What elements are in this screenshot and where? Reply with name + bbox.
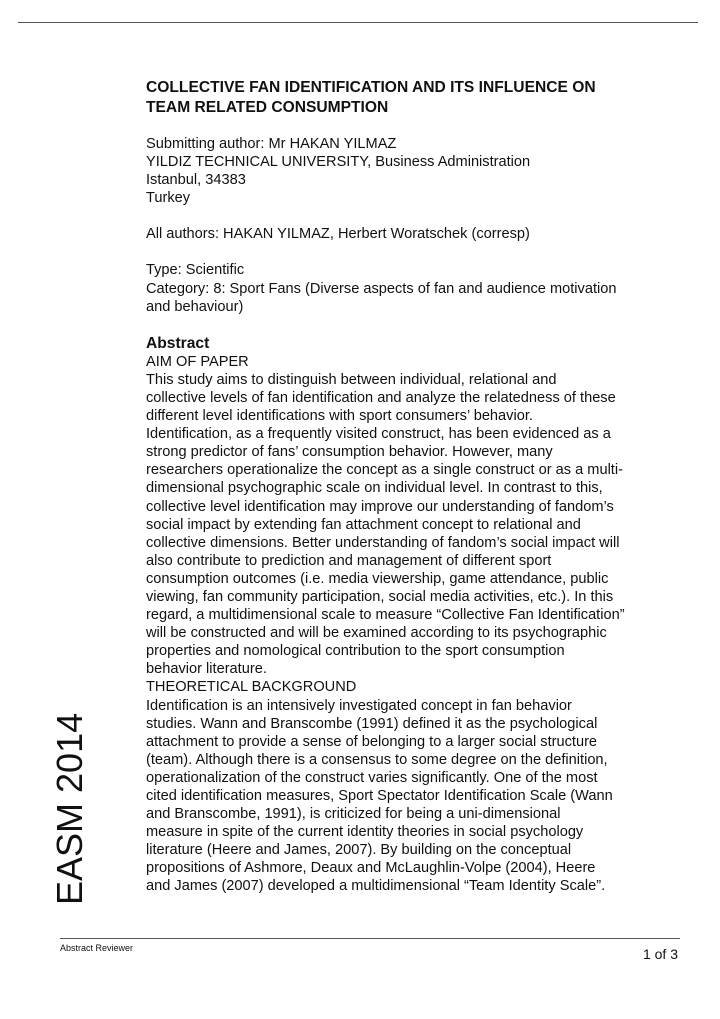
abstract-line: (team). Although there is a consensus to some degree on the definition, bbox=[146, 751, 608, 768]
abstract-line: regard, a multidimensional scale to measure “Collective Fan Identification” bbox=[146, 607, 625, 624]
abstract-line: cited identification measures, Sport Spectator Identification Scale (Wann bbox=[146, 788, 613, 804]
abstract-line: and Branscombe, 1991), is criticized for being a uni-dimensional bbox=[146, 806, 561, 823]
abstract-line: studies. Wann and Branscombe (1991) defined it as the psychological bbox=[146, 715, 598, 732]
page-number: 1 of 3 bbox=[642, 946, 678, 962]
abstract-line: attachment to provide a sense of belonging to a larger social structure bbox=[146, 733, 598, 750]
abstract-line: viewing, fan community participation, social media activities, etc.). In this bbox=[146, 588, 614, 605]
abstract-line: Identification is an intensively investigated concept in fan behavior bbox=[146, 697, 572, 714]
abstract-line: different level identifications with sport consumers’ behavior. bbox=[146, 408, 533, 425]
top-rule bbox=[18, 22, 698, 23]
bottom-rule bbox=[60, 938, 680, 939]
city: Istanbul, 34383 bbox=[146, 172, 246, 189]
abstract-line: operationalization of the construct varies significantly. One of the most bbox=[146, 769, 598, 786]
abstract-line: researchers operationalize the concept as a single construct or as a multi- bbox=[146, 462, 623, 479]
category-line: Category: 8: Sport Fans (Diverse aspects of fan and audience motivation bbox=[146, 280, 617, 297]
abstract-line: collective levels of fan identification and analyze the relatedness of these bbox=[146, 389, 616, 406]
abstract-line: literature (Heere and James, 2007). By building on the conceptual bbox=[146, 842, 572, 859]
abstract-line: collective dimensions. Better understanding of fandom’s social impact will bbox=[146, 534, 620, 551]
abstract-line: dimensional psychographic scale on individual level. In contrast to this, bbox=[146, 480, 603, 497]
abstract-line: AIM OF PAPER bbox=[146, 353, 249, 370]
abstract-line: strong predictor of fans’ consumption behavior. However, many bbox=[146, 444, 553, 461]
abstract-section bbox=[146, 334, 671, 896]
all-authors-block bbox=[146, 225, 671, 243]
paper-title bbox=[146, 78, 671, 117]
abstract-line: consumption outcomes (i.e. media viewership, game attendance, public bbox=[146, 570, 609, 587]
all-authors: All authors: HAKAN YILMAZ, Herbert Woratschek (corresp) bbox=[146, 226, 530, 243]
abstract-line: properties and nomological contribution to the sport consumption bbox=[146, 643, 565, 660]
title-line: TEAM RELATED CONSUMPTION bbox=[146, 98, 389, 116]
author-block bbox=[146, 135, 671, 207]
type-block bbox=[146, 261, 671, 315]
conference-side-label: EASM 2014 bbox=[49, 712, 90, 905]
type-line: Type: Scientific bbox=[146, 262, 245, 279]
abstract-line: also contribute to prediction and management of different sport bbox=[146, 552, 552, 569]
abstract-heading: Abstract bbox=[146, 334, 210, 352]
submitting-author: Submitting author: Mr HAKAN YILMAZ bbox=[146, 136, 397, 152]
abstract-line: Identification, as a frequently visited construct, has been evidenced as a bbox=[146, 426, 611, 443]
footer-label: Abstract Reviewer bbox=[60, 943, 134, 953]
abstract-line: propositions of Ashmore, Deaux and McLaughlin-Volpe (2004), Heere bbox=[146, 860, 596, 877]
abstract-line: THEORETICAL BACKGROUND bbox=[146, 679, 357, 696]
title-line: COLLECTIVE FAN IDENTIFICATION AND ITS INFLUENCE ON bbox=[146, 79, 596, 96]
country: Turkey bbox=[146, 190, 191, 207]
abstract-line: This study aims to distinguish between individual, relational and bbox=[146, 371, 557, 388]
abstract-line: will be constructed and will be examined according to its psychographic bbox=[146, 625, 607, 642]
abstract-line: collective level identification may improve our understanding of fandom’s bbox=[146, 498, 614, 515]
abstract-line: behavior literature. bbox=[146, 661, 267, 678]
abstract-line: measure in spite of the current identity theories in social psychology bbox=[146, 824, 584, 841]
category-line: and behaviour) bbox=[146, 298, 244, 315]
abstract-text bbox=[146, 353, 671, 896]
abstract-line: and James (2007) developed a multidimensional “Team Identity Scale”. bbox=[146, 878, 606, 895]
affiliation: YILDIZ TECHNICAL UNIVERSITY, Business Administration bbox=[146, 154, 531, 171]
abstract-line: social impact by extending fan attachment concept to relational and bbox=[146, 516, 581, 533]
document-body bbox=[146, 78, 671, 896]
